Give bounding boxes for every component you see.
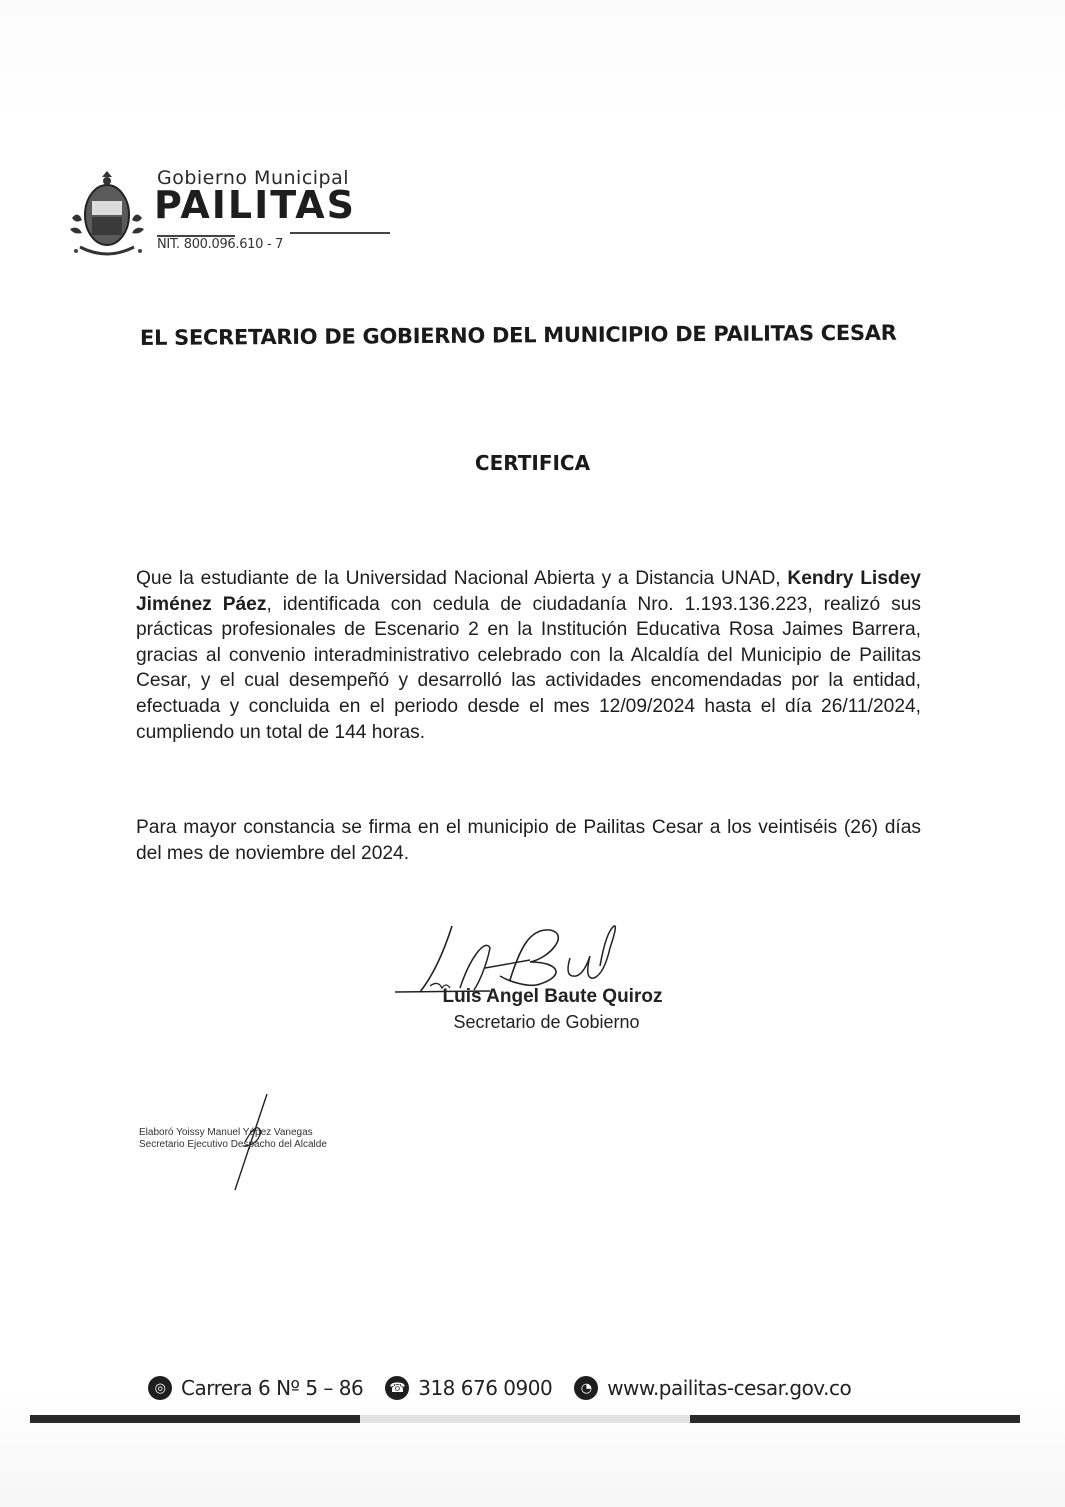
municipal-logo xyxy=(62,163,402,263)
footer-bar xyxy=(690,1415,1020,1423)
paragraph-text: , identificada con cedula de ciudadanía Nro. 1.193.136.223, realizó sus prácticas profesionales de Escenario 2 en la Institución Educativa Rosa Jaimes Barrera, gracias al convenio interadministrativo celebrado con la Alcaldía del Municipio de Pailitas Cesar, y el cual desempeñó y desarrolló las actividades encomendadas por la entidad, efectuada y concluida en el periodo desde el mes 12/09/2024 hasta el día 26/11/2024, cumpliendo un total de 144 horas. xyxy=(136,593,921,743)
footer-phone xyxy=(385,1376,552,1400)
prepared-by-name: Elaboró Yoissy Manuel Yépez Vanegas xyxy=(139,1127,313,1138)
footer-bar xyxy=(360,1415,690,1423)
footer-bar xyxy=(30,1415,360,1423)
signature-block xyxy=(0,986,1065,1033)
location-pin-icon: ◎ xyxy=(148,1376,172,1400)
address-text: Carrera 6 Nº 5 – 86 xyxy=(181,1376,364,1400)
logo-org-line: Gobierno Municipal xyxy=(157,167,350,189)
initials-signature xyxy=(215,1092,275,1192)
paragraph-text: Que la estudiante de la Universidad Nacional Abierta y a Distancia UNAD, xyxy=(136,568,788,589)
closing-paragraph: Para mayor constancia se firma en el municipio de Pailitas Cesar a los veintiséis (26) días del mes de noviembre del 2024. xyxy=(136,817,921,864)
footer-contact xyxy=(148,1376,873,1400)
document-title: CERTIFICA xyxy=(474,451,591,475)
website-link[interactable]: www.pailitas-cesar.gov.co xyxy=(607,1376,852,1400)
signer-name: Luis Angel Baute Quiroz xyxy=(442,986,663,1007)
logo-nit: NIT. 800.096.610 - 7 xyxy=(157,237,284,252)
signer-role: Secretario de Gobierno xyxy=(453,1012,640,1032)
footer-website[interactable] xyxy=(574,1376,851,1400)
logo-org-name: PAILITAS xyxy=(154,183,357,227)
coat-of-arms-icon xyxy=(62,163,162,263)
phone-text: 318 676 0900 xyxy=(418,1376,553,1400)
phone-icon: ☎ xyxy=(385,1376,409,1400)
student-name: Kendry Lisdey Jiménez Páez xyxy=(136,568,921,615)
globe-icon: ◔ xyxy=(574,1376,598,1400)
prepared-by-role: Secretario Ejecutivo Despacho del Alcalde xyxy=(139,1139,327,1150)
footer-address xyxy=(148,1376,363,1400)
issuer-heading: EL SECRETARIO DE GOBIERNO DEL MUNICIPIO DE PAILITAS CESAR xyxy=(139,320,897,350)
certification-paragraph xyxy=(136,566,921,745)
logo-divider xyxy=(290,232,390,234)
